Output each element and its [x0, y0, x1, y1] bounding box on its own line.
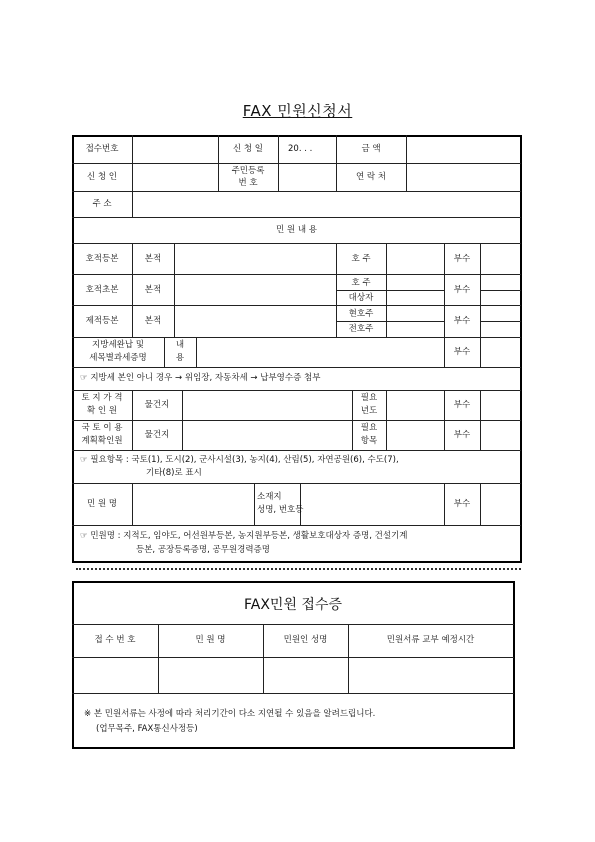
land-use-property-field[interactable]: [183, 421, 351, 450]
land-use-copies-label: 부수: [453, 430, 471, 440]
applicant-field[interactable]: [133, 164, 217, 191]
items-note-line-1: ☞ 필요항목 : 국토(1), 도시(2), 군사시설(3), 농지(4), 산림(5), 자연공원(6), 수도(7),: [80, 455, 399, 465]
land-use-need-label-1: 필요: [360, 423, 378, 433]
tax-content-field[interactable]: [197, 338, 443, 367]
tax-label-1: 지방세완납 및: [92, 340, 144, 350]
resident-no-label-2: 번 호: [238, 178, 258, 188]
resident-no-field[interactable]: [279, 164, 335, 191]
removed-register-label: 제적등본: [85, 316, 119, 326]
applicant-label: 신 청 인: [86, 172, 118, 182]
removed-register-origin-label: 본적: [144, 316, 162, 326]
civil-copies-label: 부수: [453, 499, 471, 509]
land-price-property-label: 물건지: [144, 400, 170, 410]
civil-note-line-2: 등본, 공장등록증명, 공무원경력증명: [136, 545, 270, 555]
receipt-civil-name-field[interactable]: [159, 658, 262, 693]
tax-content-label-1: 내: [175, 340, 185, 350]
land-price-label-1: 토 지 가 격: [81, 393, 123, 403]
tax-label-2: 세목별과세증명: [89, 353, 147, 363]
location-field[interactable]: [301, 484, 443, 525]
family-abstract-copies-label: 부수: [453, 285, 471, 295]
items-note-line-2: 기타(8)로 표시: [146, 468, 202, 478]
land-price-copies-label: 부수: [453, 400, 471, 410]
form-title: FAX 민원신청서: [242, 102, 353, 120]
location-label-2: 성명, 번호등: [257, 505, 304, 515]
land-use-need-label-2: 항목: [360, 436, 378, 446]
apply-date-label: 신 청 일: [232, 144, 264, 154]
land-use-label-1: 국 토 이 용: [81, 423, 123, 433]
land-price-need-label-2: 년도: [360, 406, 378, 416]
land-use-property-label: 물건지: [144, 430, 170, 440]
removed-register-copies-label: 부수: [453, 316, 471, 326]
family-register-label: 호적등본: [85, 254, 119, 264]
land-use-label-2: 계획확인원: [81, 436, 123, 446]
tax-content-label-2: 용: [175, 353, 185, 363]
receipt-notice-line-2: (업무목주, FAX통신사정등): [96, 724, 198, 734]
family-abstract-origin-label: 본적: [144, 285, 162, 295]
section-header: 민 원 내 용: [276, 225, 317, 235]
resident-no-label-1: 주민등록: [231, 166, 265, 176]
receipt-notice-line-1: ※ 본 민원서류는 사정에 따라 처리기간이 다소 지연될 수 있음을 알려드립니다.: [84, 709, 376, 719]
receipt-reception-no-field[interactable]: [74, 658, 157, 693]
address-label: 주 소: [92, 199, 112, 209]
family-register-head-label: 호 주: [351, 254, 371, 264]
amount-field[interactable]: [407, 136, 520, 163]
location-label-1: 소재지: [257, 492, 282, 502]
family-abstract-subject-label: 대상자: [348, 293, 374, 303]
reception-no-label: 접수번호: [85, 144, 119, 154]
civil-name-field[interactable]: [133, 484, 253, 525]
family-abstract-label: 호적초본: [85, 285, 119, 295]
civil-name-label: 민 원 명: [86, 499, 118, 509]
receipt-col-civil-name: 민 원 명: [195, 635, 226, 645]
tax-copies-label: 부수: [453, 347, 471, 357]
land-price-label-2: 확 인 원: [86, 406, 118, 416]
family-register-copies-label: 부수: [453, 254, 471, 264]
receipt-col-reception-no: 접 수 번 호: [94, 635, 136, 645]
previous-head-label: 전호주: [348, 324, 374, 334]
land-price-property-field[interactable]: [183, 391, 351, 420]
tax-note: ☞ 지방세 본인 아니 경우 → 위임장, 자동차세 → 납부영수증 첨부: [80, 373, 321, 383]
removed-register-origin-field[interactable]: [175, 306, 335, 337]
receipt-col-applicant-name: 민원인 성명: [283, 635, 328, 645]
receipt-col-issue-time: 민원서류 교부 예정시간: [386, 635, 475, 645]
receipt-applicant-name-field[interactable]: [264, 658, 347, 693]
reception-no-field[interactable]: [133, 136, 217, 163]
family-abstract-head-label: 호 주: [351, 278, 371, 288]
contact-label: 연 락 처: [355, 172, 387, 182]
family-register-origin-field[interactable]: [175, 244, 335, 274]
receipt-title: FAX민원 접수증: [243, 597, 342, 613]
address-field[interactable]: [133, 192, 520, 217]
receipt-issue-time-field[interactable]: [349, 658, 512, 693]
cut-line: [76, 568, 521, 570]
land-price-need-label-1: 필요: [360, 393, 378, 403]
contact-field[interactable]: [407, 164, 520, 191]
family-abstract-origin-field[interactable]: [175, 275, 335, 305]
family-register-origin-label: 본적: [144, 254, 162, 264]
current-head-label: 현호주: [348, 309, 374, 319]
apply-date-value[interactable]: 20. . .: [288, 144, 313, 154]
civil-note-line-1: ☞ 민원명 : 지적도, 임야도, 어선원부등본, 농지원부등본, 생활보호대상자 증명, 건설기계: [80, 531, 408, 541]
amount-label: 금 액: [361, 144, 381, 154]
